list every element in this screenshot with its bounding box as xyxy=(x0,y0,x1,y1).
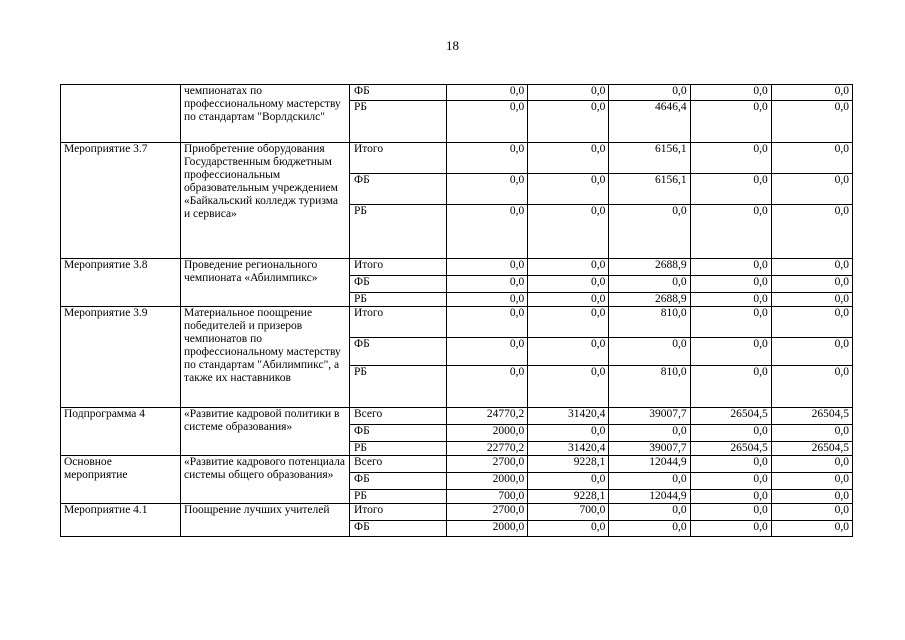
funding-source-cell: Всего xyxy=(350,456,447,473)
funding-source-cell: ФБ xyxy=(350,338,447,366)
amount-cell: 0,0 xyxy=(609,338,690,366)
amount-cell: 0,0 xyxy=(447,338,528,366)
funding-source-cell: Всего xyxy=(350,408,447,425)
amount-cell: 0,0 xyxy=(771,205,852,259)
amount-cell: 0,0 xyxy=(528,85,609,101)
amount-cell: 810,0 xyxy=(609,307,690,338)
amount-cell: 0,0 xyxy=(447,293,528,307)
amount-cell: 810,0 xyxy=(609,366,690,408)
amount-cell: 0,0 xyxy=(609,276,690,293)
amount-cell: 0,0 xyxy=(771,338,852,366)
amount-cell: 0,0 xyxy=(771,456,852,473)
amount-cell: 0,0 xyxy=(771,293,852,307)
funding-source-cell: РБ xyxy=(350,490,447,504)
amount-cell: 0,0 xyxy=(771,366,852,408)
amount-cell: 700,0 xyxy=(447,490,528,504)
amount-cell: 26504,5 xyxy=(771,442,852,456)
amount-cell: 0,0 xyxy=(609,205,690,259)
row-name-cell: «Развитие кадрового потенциала системы общего образования» xyxy=(181,456,350,504)
amount-cell: 0,0 xyxy=(690,490,771,504)
table-row xyxy=(61,307,853,338)
amount-cell: 0,0 xyxy=(528,307,609,338)
funding-source-cell: Итого xyxy=(350,143,447,174)
funding-source-cell: ФБ xyxy=(350,425,447,442)
amount-cell: 39007,7 xyxy=(609,408,690,425)
amount-cell: 0,0 xyxy=(771,276,852,293)
amount-cell: 12044,9 xyxy=(609,490,690,504)
amount-cell: 0,0 xyxy=(690,205,771,259)
table-row xyxy=(61,408,853,425)
row-name-cell: «Развитие кадровой политики в системе образования» xyxy=(181,408,350,456)
amount-cell: 0,0 xyxy=(771,490,852,504)
amount-cell: 0,0 xyxy=(447,101,528,143)
amount-cell: 2700,0 xyxy=(447,456,528,473)
amount-cell: 0,0 xyxy=(690,259,771,276)
amount-cell: 0,0 xyxy=(528,366,609,408)
amount-cell: 26504,5 xyxy=(690,442,771,456)
amount-cell: 0,0 xyxy=(690,143,771,174)
amount-cell: 0,0 xyxy=(771,259,852,276)
funding-source-cell: РБ xyxy=(350,366,447,408)
amount-cell: 0,0 xyxy=(528,473,609,490)
amount-cell: 0,0 xyxy=(690,456,771,473)
funding-source-cell: ФБ xyxy=(350,174,447,205)
amount-cell: 0,0 xyxy=(690,425,771,442)
amount-cell: 0,0 xyxy=(528,338,609,366)
funding-source-cell: ФБ xyxy=(350,521,447,537)
amount-cell: 0,0 xyxy=(690,366,771,408)
budget-table-body xyxy=(61,85,853,537)
amount-cell: 26504,5 xyxy=(771,408,852,425)
amount-cell: 2688,9 xyxy=(609,293,690,307)
row-name-cell: Приобретение оборудования Государственным бюджетным профессиональным образовательным учреждением «Байкальский колледж туризма и сервиса» xyxy=(181,143,350,259)
amount-cell: 0,0 xyxy=(771,521,852,537)
amount-cell: 0,0 xyxy=(771,85,852,101)
amount-cell: 0,0 xyxy=(771,174,852,205)
amount-cell: 0,0 xyxy=(771,473,852,490)
row-name-cell: Материальное поощрение победителей и призеров чемпионатов по профессиональному мастерству по стандартам "Абилимпикс", а также их наставников xyxy=(181,307,350,408)
amount-cell: 0,0 xyxy=(447,143,528,174)
amount-cell: 2000,0 xyxy=(447,473,528,490)
amount-cell: 0,0 xyxy=(771,504,852,521)
budget-table xyxy=(60,84,853,537)
table-row xyxy=(61,85,853,101)
amount-cell: 0,0 xyxy=(690,276,771,293)
amount-cell: 0,0 xyxy=(690,101,771,143)
amount-cell: 2688,9 xyxy=(609,259,690,276)
amount-cell: 24770,2 xyxy=(447,408,528,425)
row-code-cell: Мероприятие 3.7 xyxy=(61,143,181,259)
amount-cell: 0,0 xyxy=(690,521,771,537)
funding-source-cell: Итого xyxy=(350,504,447,521)
amount-cell: 0,0 xyxy=(690,504,771,521)
amount-cell: 2000,0 xyxy=(447,425,528,442)
amount-cell: 0,0 xyxy=(528,174,609,205)
amount-cell: 0,0 xyxy=(690,293,771,307)
row-code-cell: Подпрограмма 4 xyxy=(61,408,181,456)
row-name-cell: Проведение регионального чемпионата «Абилимпикс» xyxy=(181,259,350,307)
amount-cell: 6156,1 xyxy=(609,143,690,174)
funding-source-cell: РБ xyxy=(350,293,447,307)
row-code-cell xyxy=(61,85,181,143)
amount-cell: 0,0 xyxy=(690,174,771,205)
funding-source-cell: ФБ xyxy=(350,85,447,101)
amount-cell: 0,0 xyxy=(528,259,609,276)
amount-cell: 9228,1 xyxy=(528,490,609,504)
amount-cell: 0,0 xyxy=(771,425,852,442)
amount-cell: 12044,9 xyxy=(609,456,690,473)
amount-cell: 31420,4 xyxy=(528,442,609,456)
row-code-cell: Основное мероприятие xyxy=(61,456,181,504)
table-row xyxy=(61,504,853,521)
table-row xyxy=(61,259,853,276)
amount-cell: 0,0 xyxy=(447,366,528,408)
amount-cell: 700,0 xyxy=(528,504,609,521)
funding-source-cell: Итого xyxy=(350,259,447,276)
amount-cell: 0,0 xyxy=(609,521,690,537)
table-row xyxy=(61,143,853,174)
amount-cell: 0,0 xyxy=(447,307,528,338)
amount-cell: 9228,1 xyxy=(528,456,609,473)
amount-cell: 0,0 xyxy=(528,205,609,259)
amount-cell: 26504,5 xyxy=(690,408,771,425)
amount-cell: 0,0 xyxy=(690,338,771,366)
amount-cell: 39007,7 xyxy=(609,442,690,456)
funding-source-cell: РБ xyxy=(350,101,447,143)
amount-cell: 0,0 xyxy=(447,276,528,293)
row-name-cell: Поощрение лучших учителей xyxy=(181,504,350,537)
amount-cell: 0,0 xyxy=(528,521,609,537)
amount-cell: 0,0 xyxy=(690,307,771,338)
amount-cell: 0,0 xyxy=(690,85,771,101)
amount-cell: 2700,0 xyxy=(447,504,528,521)
row-name-cell: чемпионатах по профессиональному мастерству по стандартам "Ворлдскилс" xyxy=(181,85,350,143)
amount-cell: 2000,0 xyxy=(447,521,528,537)
amount-cell: 0,0 xyxy=(609,504,690,521)
amount-cell: 0,0 xyxy=(609,85,690,101)
row-code-cell: Мероприятие 4.1 xyxy=(61,504,181,537)
amount-cell: 22770,2 xyxy=(447,442,528,456)
amount-cell: 0,0 xyxy=(528,101,609,143)
funding-source-cell: Итого xyxy=(350,307,447,338)
row-code-cell: Мероприятие 3.9 xyxy=(61,307,181,408)
funding-source-cell: РБ xyxy=(350,205,447,259)
amount-cell: 0,0 xyxy=(609,425,690,442)
amount-cell: 0,0 xyxy=(609,473,690,490)
row-code-cell: Мероприятие 3.8 xyxy=(61,259,181,307)
funding-source-cell: ФБ xyxy=(350,473,447,490)
amount-cell: 0,0 xyxy=(447,259,528,276)
amount-cell: 4646,4 xyxy=(609,101,690,143)
funding-source-cell: РБ xyxy=(350,442,447,456)
amount-cell: 0,0 xyxy=(690,473,771,490)
amount-cell: 0,0 xyxy=(528,143,609,174)
table-row xyxy=(61,456,853,473)
amount-cell: 0,0 xyxy=(771,307,852,338)
amount-cell: 0,0 xyxy=(447,174,528,205)
amount-cell: 0,0 xyxy=(447,205,528,259)
amount-cell: 0,0 xyxy=(771,101,852,143)
amount-cell: 31420,4 xyxy=(528,408,609,425)
page-number: 18 xyxy=(446,38,459,53)
amount-cell: 0,0 xyxy=(447,85,528,101)
amount-cell: 0,0 xyxy=(771,143,852,174)
amount-cell: 6156,1 xyxy=(609,174,690,205)
amount-cell: 0,0 xyxy=(528,293,609,307)
funding-source-cell: ФБ xyxy=(350,276,447,293)
amount-cell: 0,0 xyxy=(528,425,609,442)
amount-cell: 0,0 xyxy=(528,276,609,293)
